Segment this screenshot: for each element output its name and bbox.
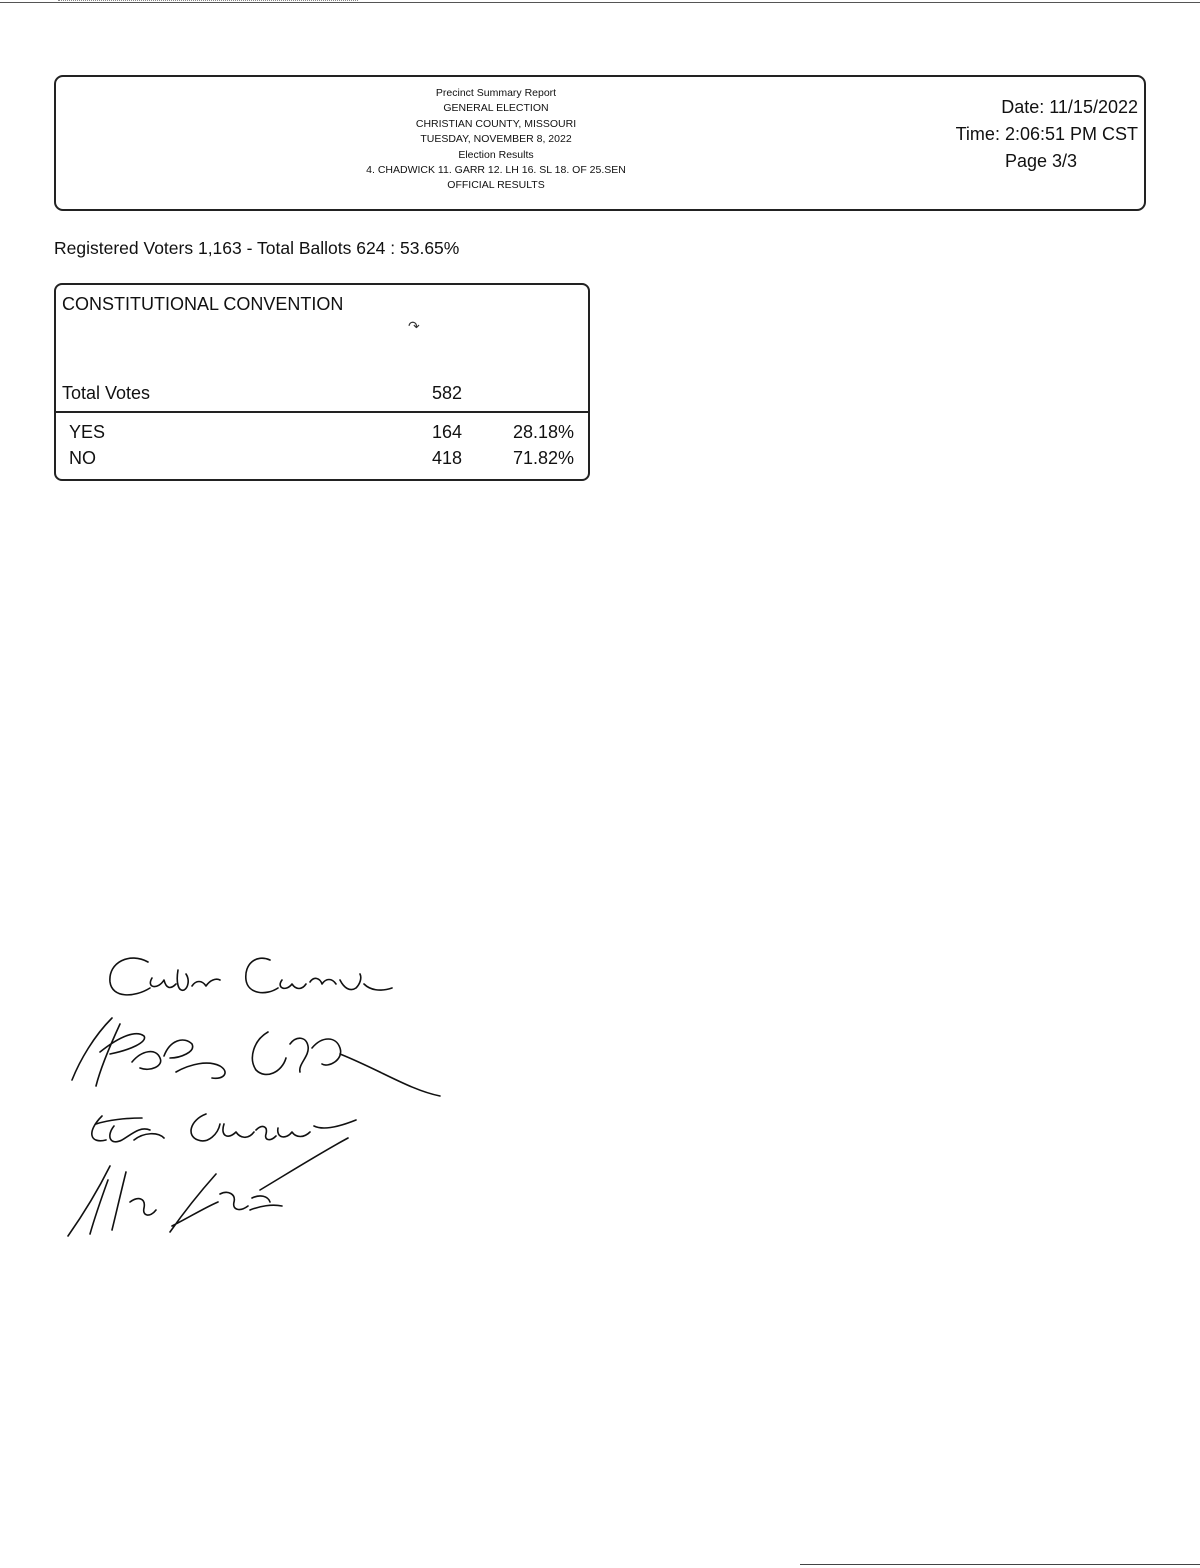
signature-4 xyxy=(68,1138,348,1236)
total-votes-value: 582 xyxy=(431,383,462,403)
choice-votes: 164 xyxy=(431,422,462,442)
choice-votes: 418 xyxy=(431,448,462,468)
total-votes-label: Total Votes xyxy=(62,383,151,403)
report-date: Date: 11/15/2022 xyxy=(1001,97,1138,117)
report-time: Time: 2:06:51 PM CST xyxy=(955,124,1138,144)
contest-table xyxy=(54,283,590,481)
choice-name: NO xyxy=(69,448,96,468)
signature-1 xyxy=(110,958,392,995)
choice-row-yes xyxy=(56,422,588,448)
choice-percent: 28.18% xyxy=(512,422,574,442)
results-label: Election Results xyxy=(458,148,534,161)
results-status: OFFICIAL RESULTS xyxy=(447,179,545,192)
signature-block xyxy=(60,940,460,1250)
election-name: GENERAL ELECTION xyxy=(443,102,549,115)
report-type: Precinct Summary Report xyxy=(435,87,557,99)
page-number: Page 3/3 xyxy=(1004,151,1078,171)
choice-name: YES xyxy=(69,422,106,442)
report-header xyxy=(54,75,1146,211)
stray-pen-mark: ↷ xyxy=(408,318,420,334)
election-date: TUESDAY, NOVEMBER 8, 2022 xyxy=(420,133,572,146)
scan-noise-top xyxy=(58,0,358,3)
choice-row-no xyxy=(56,448,588,474)
report-meta xyxy=(918,94,1138,175)
precinct-name: 4. CHADWICK 11. GARR 12. LH 16. SL 18. OF 25.SEN xyxy=(366,164,626,177)
scan-edge-bottom xyxy=(800,1564,1200,1565)
report-title-block xyxy=(336,86,656,194)
contest-title: CONSTITUTIONAL CONVENTION xyxy=(62,294,344,314)
registration-summary: Registered Voters 1,163 - Total Ballots 624 : 53.65% xyxy=(54,238,460,258)
jurisdiction: CHRISTIAN COUNTY, MISSOURI xyxy=(415,117,577,130)
signature-3 xyxy=(92,1114,356,1142)
signature-2 xyxy=(72,1018,440,1096)
table-divider xyxy=(56,411,588,413)
choice-percent: 71.82% xyxy=(512,448,574,468)
